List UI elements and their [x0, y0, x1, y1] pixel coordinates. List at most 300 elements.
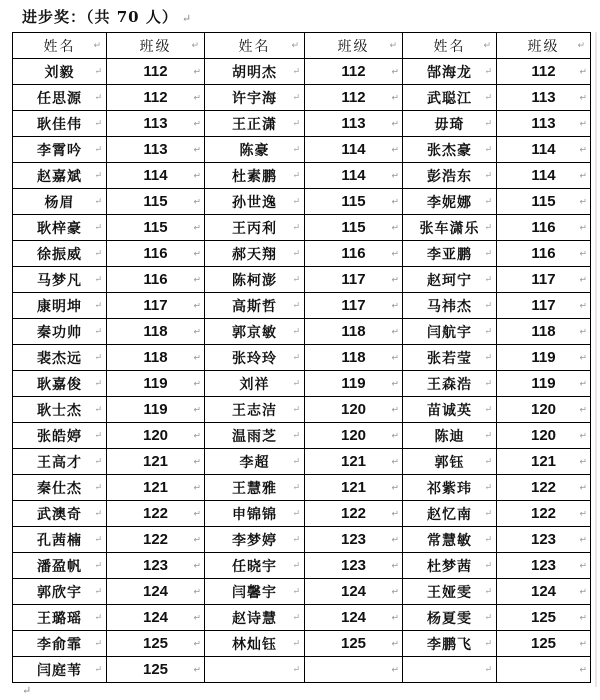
student-name-cell-text: 李梦婷 — [232, 532, 277, 549]
cell-end-mark-icon: ↵ — [484, 144, 493, 155]
cell-end-mark-icon: ↵ — [292, 118, 301, 129]
student-name-cell — [205, 293, 305, 319]
cell-end-mark-icon: ↵ — [94, 170, 103, 181]
class-number-cell-text: 118 — [341, 349, 366, 366]
class-number-cell — [107, 293, 205, 319]
student-name-cell-text: 刘祥 — [239, 376, 270, 393]
class-number-cell-text: 113 — [341, 115, 366, 132]
cell-end-mark-icon: ↵ — [579, 404, 587, 414]
paragraph-mark-icon: ↵ — [22, 684, 32, 697]
student-name-cell-text: 徐振威 — [37, 246, 82, 263]
student-name-cell-text: 郜海龙 — [427, 64, 472, 81]
student-name-cell-text: 孙世逸 — [232, 194, 277, 211]
class-number-cell — [497, 527, 591, 553]
table-row — [13, 241, 591, 267]
table-row — [13, 501, 591, 527]
cell-end-mark-icon: ↵ — [94, 456, 103, 467]
class-number-cell — [107, 371, 205, 397]
cell-end-mark-icon: ↵ — [94, 196, 103, 207]
student-name-cell-text: 杨夏雯 — [427, 610, 472, 627]
cell-end-mark-icon: ↵ — [94, 92, 103, 103]
cell-end-mark-icon: ↵ — [193, 300, 201, 310]
class-number-cell — [497, 605, 591, 631]
student-name-cell — [205, 553, 305, 579]
class-number-cell — [305, 267, 403, 293]
class-number-cell-text: 113 — [531, 115, 556, 132]
cell-end-mark-icon: ↵ — [391, 482, 399, 492]
class-number-cell-text: 114 — [531, 167, 556, 184]
cell-end-mark-icon: ↵ — [94, 508, 103, 519]
cell-end-mark-icon: ↵ — [292, 560, 301, 571]
student-name-cell-text: 苗诚英 — [427, 402, 472, 419]
cell-end-mark-icon: ↵ — [292, 248, 301, 259]
cell-end-mark-icon: ↵ — [579, 534, 587, 544]
student-name-cell — [403, 111, 497, 137]
cell-end-mark-icon: ↵ — [579, 482, 587, 492]
table-row — [13, 319, 591, 345]
table-row — [13, 605, 591, 631]
student-name-cell-text: 孔茜楠 — [37, 532, 82, 549]
cell-end-mark-icon: ↵ — [391, 300, 399, 310]
cell-end-mark-icon: ↵ — [391, 92, 399, 102]
student-name-cell — [403, 423, 497, 449]
student-name-cell-text: 王娅雯 — [427, 584, 472, 601]
cell-end-mark-icon: ↵ — [292, 638, 301, 649]
header-name-cell — [13, 33, 107, 59]
table-row — [13, 553, 591, 579]
cell-end-mark-icon: ↵ — [484, 300, 493, 311]
cell-end-mark-icon: ↵ — [391, 378, 399, 388]
cell-end-mark-icon: ↵ — [484, 482, 493, 493]
student-name-cell-text: 马祎杰 — [427, 298, 472, 315]
student-name-cell — [13, 475, 107, 501]
cell-end-mark-icon: ↵ — [579, 92, 587, 102]
student-name-cell — [13, 319, 107, 345]
cell-end-mark-icon: ↵ — [484, 508, 493, 519]
student-name-cell — [403, 241, 497, 267]
class-number-cell-text: 123 — [530, 557, 557, 574]
student-name-cell-text: 杜梦茜 — [427, 558, 472, 575]
cell-end-mark-icon: ↵ — [94, 664, 103, 675]
class-number-cell-text: 112 — [143, 63, 168, 80]
cell-end-mark-icon: ↵ — [391, 430, 399, 440]
student-name-cell — [403, 267, 497, 293]
cell-end-mark-icon: ↵ — [484, 456, 493, 467]
student-name-cell-text: 杜素鹏 — [232, 168, 277, 185]
class-number-cell-text: 123 — [530, 531, 557, 548]
table-header-row — [13, 33, 591, 59]
student-name-cell-text: 张杰豪 — [427, 142, 472, 159]
student-name-cell-text: 马梦凡 — [37, 272, 82, 289]
student-name-cell — [13, 111, 107, 137]
class-number-cell — [497, 241, 591, 267]
cell-end-mark-icon: ↵ — [292, 196, 301, 207]
class-number-cell-text: 114 — [341, 141, 366, 158]
student-name-cell — [13, 501, 107, 527]
class-number-cell — [107, 241, 205, 267]
student-name-cell — [205, 397, 305, 423]
cell-end-mark-icon: ↵ — [484, 664, 493, 675]
cell-end-mark-icon: ↵ — [484, 170, 493, 181]
class-number-cell-text: 115 — [341, 219, 366, 236]
table-row — [13, 657, 591, 683]
cell-end-mark-icon: ↵ — [94, 404, 103, 415]
cell-end-mark-icon: ↵ — [193, 196, 201, 206]
class-number-cell — [305, 657, 403, 683]
student-name-cell — [13, 371, 107, 397]
cell-end-mark-icon: ↵ — [193, 508, 201, 518]
student-name-cell — [205, 137, 305, 163]
class-number-cell-text: 122 — [530, 479, 557, 496]
cell-end-mark-icon: ↵ — [292, 378, 301, 389]
student-name-cell-text: 张若莹 — [427, 350, 472, 367]
header-name-cell-text: 姓名 — [43, 38, 76, 55]
class-number-cell-text: 121 — [142, 479, 169, 496]
class-number-cell-text: 119 — [341, 375, 366, 392]
student-name-cell-text: 毋琦 — [434, 116, 465, 133]
student-name-cell-text: 潘盈帆 — [37, 558, 82, 575]
cell-end-mark-icon: ↵ — [579, 326, 587, 336]
class-number-cell — [305, 293, 403, 319]
student-name-cell-text: 李霄吟 — [37, 142, 82, 159]
table-row — [13, 267, 591, 293]
cell-end-mark-icon: ↵ — [484, 118, 493, 129]
cell-end-mark-icon: ↵ — [292, 222, 301, 233]
student-name-cell-text: 李妮娜 — [427, 194, 472, 211]
award-table-container — [12, 32, 591, 683]
cell-end-mark-icon: ↵ — [193, 430, 201, 440]
class-number-cell-text: 120 — [340, 427, 367, 444]
cell-end-mark-icon: ↵ — [94, 534, 103, 545]
student-name-cell-text: 赵珂宁 — [427, 272, 472, 289]
student-name-cell — [403, 475, 497, 501]
student-name-cell-text: 裴杰远 — [37, 350, 82, 367]
class-number-cell-text: 120 — [530, 401, 557, 418]
student-name-cell — [13, 657, 107, 683]
paragraph-mark-icon: ↵ — [181, 12, 193, 25]
cell-end-mark-icon: ↵ — [579, 248, 587, 258]
cell-end-mark-icon: ↵ — [292, 326, 301, 337]
student-name-cell-text: 彭浩东 — [427, 168, 472, 185]
table-row — [13, 293, 591, 319]
class-number-cell-text: 120 — [530, 427, 557, 444]
cell-end-mark-icon: ↵ — [484, 430, 493, 441]
student-name-cell — [13, 449, 107, 475]
student-name-cell — [205, 371, 305, 397]
class-number-cell — [107, 501, 205, 527]
class-number-cell — [497, 579, 591, 605]
cell-end-mark-icon: ↵ — [94, 248, 103, 259]
class-number-cell-text: 120 — [142, 427, 169, 444]
student-name-cell-text: 杨眉 — [44, 194, 75, 211]
class-number-cell-text: 115 — [143, 219, 168, 236]
student-name-cell — [13, 267, 107, 293]
class-number-cell-text: 124 — [340, 583, 367, 600]
cell-end-mark-icon: ↵ — [389, 40, 399, 51]
cell-end-mark-icon: ↵ — [292, 66, 301, 77]
cell-end-mark-icon: ↵ — [94, 638, 103, 649]
cell-end-mark-icon: ↵ — [579, 378, 587, 388]
student-name-cell — [403, 85, 497, 111]
student-name-cell — [205, 59, 305, 85]
student-name-cell-text: 温雨芝 — [232, 428, 277, 445]
class-number-cell — [497, 449, 591, 475]
student-name-cell-text: 王森浩 — [427, 376, 472, 393]
cell-end-mark-icon: ↵ — [193, 66, 201, 76]
cell-end-mark-icon: ↵ — [94, 144, 103, 155]
student-name-cell — [13, 85, 107, 111]
class-number-cell — [497, 111, 591, 137]
class-number-cell-text: 117 — [531, 297, 556, 314]
student-name-cell-text: 郭欣宇 — [37, 584, 82, 601]
class-number-cell-text: 124 — [142, 583, 169, 600]
class-number-cell-text: 120 — [340, 401, 367, 418]
cell-end-mark-icon: ↵ — [94, 66, 103, 77]
student-name-cell-text: 王丙利 — [232, 220, 277, 237]
class-number-cell — [305, 449, 403, 475]
student-name-cell — [205, 85, 305, 111]
student-name-cell — [205, 527, 305, 553]
class-number-cell — [497, 371, 591, 397]
cell-end-mark-icon: ↵ — [579, 196, 587, 206]
student-name-cell — [403, 397, 497, 423]
table-row — [13, 397, 591, 423]
class-number-cell — [497, 319, 591, 345]
cell-end-mark-icon: ↵ — [579, 118, 587, 128]
class-number-cell-text: 118 — [143, 323, 168, 340]
student-name-cell-text: 祁紫玮 — [427, 480, 472, 497]
student-name-cell — [403, 527, 497, 553]
class-number-cell — [497, 59, 591, 85]
student-name-cell — [205, 163, 305, 189]
class-number-cell — [497, 137, 591, 163]
class-number-cell-text: 113 — [143, 141, 168, 158]
class-number-cell — [305, 345, 403, 371]
class-number-cell — [497, 423, 591, 449]
class-number-cell — [305, 371, 403, 397]
class-number-cell — [305, 215, 403, 241]
student-name-cell-text: 李鹏飞 — [427, 636, 472, 653]
class-number-cell-text: 116 — [531, 245, 556, 262]
class-number-cell-text: 119 — [143, 401, 168, 418]
student-name-cell — [13, 59, 107, 85]
student-name-cell-text: 任思源 — [37, 90, 82, 107]
table-row — [13, 631, 591, 657]
cell-end-mark-icon: ↵ — [391, 274, 399, 284]
class-number-cell — [305, 475, 403, 501]
cell-end-mark-icon: ↵ — [484, 196, 493, 207]
class-number-cell-text: 125 — [142, 661, 169, 678]
cell-end-mark-icon: ↵ — [94, 560, 103, 571]
cell-end-mark-icon: ↵ — [193, 378, 201, 388]
header-name-cell-text: 姓名 — [433, 38, 466, 55]
class-number-cell — [305, 553, 403, 579]
cell-end-mark-icon: ↵ — [191, 40, 201, 51]
student-name-cell — [13, 163, 107, 189]
cell-end-mark-icon: ↵ — [292, 664, 301, 675]
student-name-cell — [205, 345, 305, 371]
student-name-cell-text: 郭京敏 — [232, 324, 277, 341]
cell-end-mark-icon: ↵ — [579, 508, 587, 518]
cell-end-mark-icon: ↵ — [193, 118, 201, 128]
student-name-cell-text: 刘毅 — [44, 64, 75, 81]
cell-end-mark-icon: ↵ — [94, 430, 103, 441]
cell-end-mark-icon: ↵ — [193, 274, 201, 284]
cell-end-mark-icon: ↵ — [94, 326, 103, 337]
class-number-cell — [107, 345, 205, 371]
class-number-cell-text: 121 — [340, 453, 367, 470]
student-name-cell — [13, 189, 107, 215]
class-number-cell-text: 121 — [142, 453, 169, 470]
cell-end-mark-icon: ↵ — [193, 612, 201, 622]
student-name-cell — [13, 553, 107, 579]
student-name-cell-text: 王志洁 — [232, 402, 277, 419]
class-number-cell-text: 115 — [531, 193, 556, 210]
class-number-cell-text: 123 — [340, 557, 367, 574]
student-name-cell — [403, 189, 497, 215]
table-row — [13, 423, 591, 449]
student-name-cell-text: 闫庭苇 — [37, 662, 82, 679]
student-name-cell — [403, 501, 497, 527]
student-name-cell-text: 张皓婷 — [37, 428, 82, 445]
class-number-cell-text: 114 — [341, 167, 366, 184]
table-row — [13, 345, 591, 371]
student-name-cell — [403, 371, 497, 397]
cell-end-mark-icon: ↵ — [391, 560, 399, 570]
cell-end-mark-icon: ↵ — [391, 352, 399, 362]
class-number-cell — [107, 397, 205, 423]
student-name-cell-text: 秦仕杰 — [37, 480, 82, 497]
class-number-cell — [305, 423, 403, 449]
cell-end-mark-icon: ↵ — [579, 456, 587, 466]
cell-end-mark-icon: ↵ — [292, 430, 301, 441]
cell-end-mark-icon: ↵ — [391, 170, 399, 180]
student-name-cell — [205, 449, 305, 475]
student-name-cell — [13, 397, 107, 423]
class-number-cell-text: 121 — [530, 453, 557, 470]
table-row — [13, 527, 591, 553]
cell-end-mark-icon: ↵ — [94, 612, 103, 623]
cell-end-mark-icon: ↵ — [193, 534, 201, 544]
student-name-cell-text: 耿士杰 — [37, 402, 82, 419]
table-row — [13, 163, 591, 189]
class-number-cell — [497, 345, 591, 371]
cell-end-mark-icon: ↵ — [483, 40, 493, 51]
class-number-cell — [497, 85, 591, 111]
class-number-cell-text: 116 — [143, 245, 168, 262]
student-name-cell-text: 康明坤 — [37, 298, 82, 315]
student-name-cell — [205, 241, 305, 267]
cell-end-mark-icon: ↵ — [579, 586, 587, 596]
class-number-cell-text: 119 — [143, 375, 168, 392]
cell-end-mark-icon: ↵ — [292, 586, 301, 597]
class-number-cell-text: 124 — [340, 609, 367, 626]
class-number-cell-text: 114 — [143, 167, 168, 184]
header-name-cell-text: 姓名 — [238, 38, 271, 55]
cell-end-mark-icon: ↵ — [193, 586, 201, 596]
student-name-cell — [13, 423, 107, 449]
table-row — [13, 579, 591, 605]
class-number-cell-text: 118 — [143, 349, 168, 366]
student-name-cell — [205, 423, 305, 449]
class-number-cell-text: 119 — [531, 375, 556, 392]
class-number-cell — [497, 631, 591, 657]
header-class-cell-text: 班级 — [527, 38, 560, 55]
student-name-cell-text: 常慧敏 — [427, 532, 472, 549]
cell-end-mark-icon: ↵ — [579, 222, 587, 232]
student-name-cell — [205, 579, 305, 605]
cell-end-mark-icon: ↵ — [391, 222, 399, 232]
class-number-cell-text: 117 — [341, 271, 366, 288]
cell-end-mark-icon: ↵ — [292, 456, 301, 467]
cell-end-mark-icon: ↵ — [484, 638, 493, 649]
cell-end-mark-icon: ↵ — [193, 482, 201, 492]
cell-end-mark-icon: ↵ — [391, 144, 399, 154]
class-number-cell-text: 116 — [143, 271, 168, 288]
class-number-cell — [107, 59, 205, 85]
student-name-cell-text: 武澳奇 — [37, 506, 82, 523]
student-name-cell-text: 赵诗慧 — [232, 610, 277, 627]
student-name-cell — [13, 345, 107, 371]
cell-end-mark-icon: ↵ — [579, 144, 587, 154]
class-number-cell-text: 113 — [531, 89, 556, 106]
class-number-cell — [305, 85, 403, 111]
student-name-cell — [403, 579, 497, 605]
student-name-cell — [13, 293, 107, 319]
class-number-cell-text: 115 — [341, 193, 366, 210]
header-class-cell — [305, 33, 403, 59]
class-number-cell — [305, 527, 403, 553]
cell-end-mark-icon: ↵ — [193, 170, 201, 180]
student-name-cell-text: 王璐瑶 — [37, 610, 82, 627]
header-name-cell — [205, 33, 305, 59]
class-number-cell-text: 112 — [143, 89, 168, 106]
class-number-cell-text: 123 — [142, 557, 169, 574]
cell-end-mark-icon: ↵ — [391, 248, 399, 258]
cell-end-mark-icon: ↵ — [579, 170, 587, 180]
table-row — [13, 59, 591, 85]
cell-end-mark-icon: ↵ — [193, 352, 201, 362]
table-row — [13, 215, 591, 241]
student-name-cell — [403, 657, 497, 683]
class-number-cell — [107, 267, 205, 293]
student-name-cell — [205, 189, 305, 215]
class-number-cell — [107, 527, 205, 553]
cell-end-mark-icon: ↵ — [579, 352, 587, 362]
class-number-cell-text: 116 — [531, 219, 556, 236]
class-number-cell — [107, 111, 205, 137]
class-number-cell-text: 112 — [341, 63, 366, 80]
cell-end-mark-icon: ↵ — [484, 352, 493, 363]
cell-end-mark-icon: ↵ — [484, 404, 493, 415]
header-class-cell — [107, 33, 205, 59]
cell-end-mark-icon: ↵ — [484, 378, 493, 389]
cell-end-mark-icon: ↵ — [484, 92, 493, 103]
cell-end-mark-icon: ↵ — [579, 430, 587, 440]
class-number-cell-text: 125 — [142, 635, 169, 652]
student-name-cell — [205, 657, 305, 683]
header-class-cell-text: 班级 — [337, 38, 370, 55]
student-name-cell-text: 闫航宇 — [427, 324, 472, 341]
award-table — [12, 32, 591, 683]
student-name-cell-text: 郭钰 — [434, 454, 465, 471]
cell-end-mark-icon: ↵ — [292, 92, 301, 103]
student-name-cell-text: 李俞霏 — [37, 636, 82, 653]
student-name-cell-text: 张车潇乐 — [419, 220, 480, 237]
student-name-cell — [13, 215, 107, 241]
cell-end-mark-icon: ↵ — [484, 612, 493, 623]
class-number-cell — [107, 85, 205, 111]
